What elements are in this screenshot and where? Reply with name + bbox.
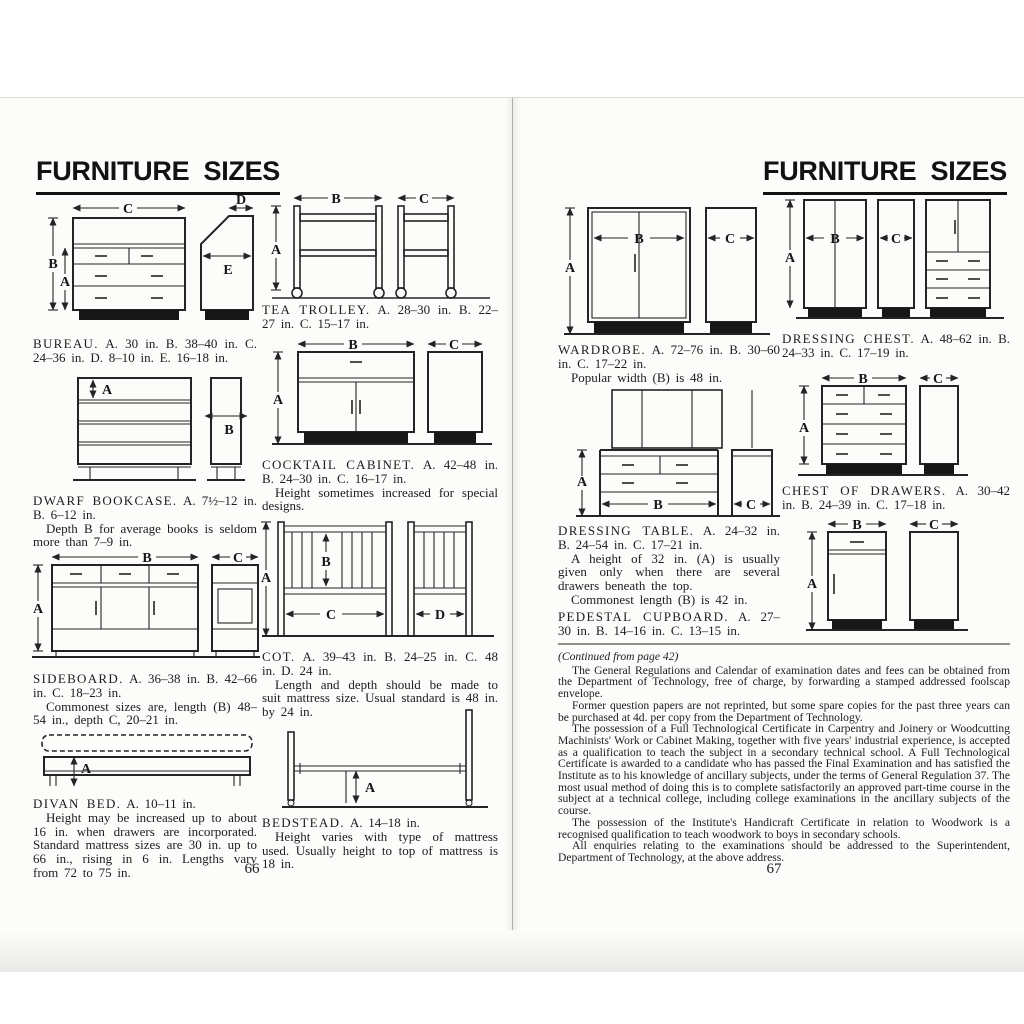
dressing-chest-figure	[782, 190, 1014, 330]
dim-label-a: A	[364, 781, 376, 796]
body-paragraph: Former question papers are not reprinted, but some spare copies for the past three years can be purchased at 4d. per copy from the Department of Technology.	[558, 698, 1010, 724]
dim-label-b: B	[224, 423, 234, 438]
furniture-name: DWARF BOOKCASE.	[33, 493, 178, 508]
dim-label-a: A	[806, 577, 818, 592]
wardrobe-figure	[556, 194, 784, 342]
dim-label-a: A	[272, 393, 284, 408]
furniture-name: BUREAU.	[33, 336, 99, 351]
furniture-note: Popular width (B) is 48 in.	[571, 369, 723, 385]
chest-of-drawers-figure	[782, 370, 1014, 482]
furniture-name: BEDSTEAD.	[262, 815, 345, 830]
dim-label-b: B	[331, 192, 341, 207]
furniture-dims: A. 27–30 in. B. 14–16 in. C. 13–15 in.	[558, 609, 781, 638]
right-page-number: 67	[766, 861, 782, 877]
body-paragraph: The possession of a Full Technological Certificate in Carpentry and Joinery or Woodcutting Machinists' Work or Cabinet Making, together with five years' industrial experience, is accepted as a qualification to teach the subject in a secondary technical school. A Full Technological Certificate is awarded to a candidate who has passed the Final Examination and has satisfied the Institute as to his knowledge of ancillary subjects, under the terms of General Regulation 37. The most usual method of doing this is to complete satisfactorily an approved part-time course in the subject at a technical college, including college examinations in the ancillary subjects of the course.	[558, 722, 1010, 818]
dim-label-a: A	[80, 762, 92, 777]
gutter-line	[512, 98, 513, 972]
gutter-shadow	[505, 98, 521, 972]
cocktail-cabinet-figure	[258, 336, 498, 456]
bedstead-figure	[258, 700, 498, 814]
tea-trolley-figure	[258, 190, 498, 302]
furniture-dims: A. 36–38 in. B. 42–66 in. C. 18–23 in.	[33, 671, 257, 700]
dim-label-a: A	[798, 421, 810, 436]
dim-label-e: E	[223, 263, 233, 278]
furniture-dims: A. 28–30 in. B. 22–27 in. C. 15–17 in.	[262, 302, 498, 331]
left-page-number: 66	[244, 861, 260, 877]
dim-label-d: D	[235, 193, 247, 208]
furniture-name: DIVAN BED.	[33, 796, 122, 811]
dressing-table-caption	[558, 524, 780, 607]
body-paragraph: All enquiries relating to the examinations should be addressed to the Superintendent, Department of Technology, at the above address.	[558, 839, 1010, 864]
dim-label-c: C	[122, 202, 134, 217]
cocktail-cabinet-caption	[262, 458, 498, 513]
furniture-note: Commonest sizes are, length (B) 48–54 in., depth C, 20–21 in.	[33, 698, 257, 728]
dim-label-b: B	[653, 498, 663, 513]
dim-label-a: A	[564, 261, 576, 276]
bureau-figure	[33, 193, 259, 336]
furniture-dims: A. 24–32 in. B. 24–54 in. C. 17–21 in.	[558, 523, 780, 552]
dim-label-a: A	[101, 383, 113, 398]
continued-section	[558, 651, 1010, 864]
dim-label-c: C	[325, 608, 337, 623]
furniture-dims: A. 30–42 in. B. 24–39 in. C. 17–18 in.	[782, 483, 1010, 512]
furniture-note: Height may be increased up to about 16 in. when drawers are incorporated. Standard mattress sizes are 30 in. up to 66 in., rising in 6 in. Lengths vary from 72 to 75 in.	[33, 809, 257, 880]
dim-label-b: B	[830, 232, 840, 247]
cot-figure	[258, 514, 498, 650]
dressing-table-figure	[556, 386, 784, 522]
pedestal-cupboard-caption	[558, 610, 780, 638]
dim-label-a: A	[260, 571, 272, 586]
dim-label-b: B	[48, 257, 58, 272]
furniture-dims: A. 39–43 in. B. 24–25 in. C. 48 in. D. 24 in.	[262, 649, 498, 678]
furniture-dims: A. 14–18 in.	[349, 815, 420, 830]
furniture-dims: A. 30 in. B. 38–40 in. C. 24–36 in. D. 8–10 in. E. 16–18 in.	[33, 336, 257, 365]
furniture-dims: A. 72–76 in. B. 30–60 in. C. 17–22 in.	[558, 342, 780, 371]
dim-label-c: C	[724, 232, 736, 247]
dim-label-c: C	[932, 372, 944, 387]
dressing-chest-caption	[782, 332, 1010, 360]
left-page-title-text: FURNITURE SIZES	[36, 156, 280, 195]
furniture-dims: A. 7½–12 in. B. 6–12 in.	[33, 493, 257, 522]
dim-label-b: B	[321, 555, 331, 570]
continued-from-note: (Continued from page 42)	[558, 650, 679, 663]
dim-label-c: C	[418, 192, 430, 207]
furniture-name: PEDESTAL CUPBOARD.	[558, 609, 729, 624]
right-page-title-text: FURNITURE SIZES	[763, 156, 1007, 195]
dim-label-a: A	[32, 602, 44, 617]
sideboard-caption	[33, 672, 257, 727]
furniture-note: Length and depth should be made to suit mattress size. Usual standard is 48 in. by 24 in.	[262, 676, 498, 720]
furniture-note: Commonest length (B) is 42 in.	[571, 591, 748, 607]
furniture-note: Depth B for average books is seldom more than 7–9 in.	[33, 520, 257, 550]
body-paragraph: The possession of the Institute's Handicraft Certificate in relation to Woodwork is a recognised qualification to teach woodwork to boys in secondary schools.	[558, 815, 1010, 841]
furniture-name: DRESSING TABLE.	[558, 523, 695, 538]
furniture-name: TEA TROLLEY.	[262, 302, 371, 317]
tea-trolley-caption	[262, 303, 498, 331]
dim-label-b: B	[142, 551, 152, 566]
dim-label-c: C	[745, 498, 757, 513]
dim-label-a: A	[270, 243, 282, 258]
dim-label-a: A	[59, 275, 71, 290]
dim-label-b: B	[348, 338, 358, 353]
furniture-note: A height of 32 in. (A) is usually given only when there are several drawers beneath the top.	[558, 550, 780, 594]
dim-label-c: C	[448, 338, 460, 353]
dim-label-b: B	[858, 372, 868, 387]
bureau-caption	[33, 337, 257, 365]
furniture-name: WARDROBE.	[558, 342, 646, 357]
furniture-name: COT.	[262, 649, 296, 664]
dim-label-a: A	[784, 251, 796, 266]
dim-label-b: B	[852, 518, 862, 533]
dim-label-a: A	[576, 475, 588, 490]
furniture-name: COCKTAIL CABINET.	[262, 457, 416, 472]
dwarf-bookcase-figure	[33, 368, 259, 492]
dim-label-c: C	[232, 551, 244, 566]
wardrobe-caption	[558, 343, 780, 384]
furniture-dims: A. 48–62 in. B. 24–33 in. C. 17–19 in.	[782, 331, 1010, 360]
section-rule	[558, 643, 1010, 645]
furniture-name: SIDEBOARD.	[33, 671, 124, 686]
pedestal-cupboard-figure	[798, 516, 1010, 638]
chest-of-drawers-caption	[782, 484, 1010, 512]
scan-margin	[0, 972, 1024, 1024]
left-page-title	[36, 156, 280, 195]
furniture-note: Height sometimes increased for special designs.	[262, 484, 498, 514]
dim-label-d: D	[434, 608, 446, 623]
furniture-dims: A. 10–11 in.	[126, 796, 196, 811]
page-bottom-shadow	[0, 930, 1024, 972]
furniture-dims: A. 42–48 in. B. 24–30 in. C. 16–17 in.	[262, 457, 498, 486]
sideboard-figure	[30, 549, 262, 671]
dim-label-c: C	[928, 518, 940, 533]
furniture-note: Height varies with type of mattress used. Usually height to top of mattress is 18 in.	[262, 828, 498, 872]
dim-label-c: C	[890, 232, 902, 247]
dim-label-b: B	[634, 232, 644, 247]
furniture-name: CHEST OF DRAWERS.	[782, 483, 947, 498]
body-paragraph: The General Regulations and Calendar of examination dates and fees can be obtained from the Department of Technology, free of charge, by forwarding a stamped addressed foolscap envelope.	[558, 663, 1010, 701]
furniture-name: DRESSING CHEST.	[782, 331, 915, 346]
dwarf-bookcase-caption	[33, 494, 257, 549]
divan-bed-figure	[30, 731, 262, 795]
